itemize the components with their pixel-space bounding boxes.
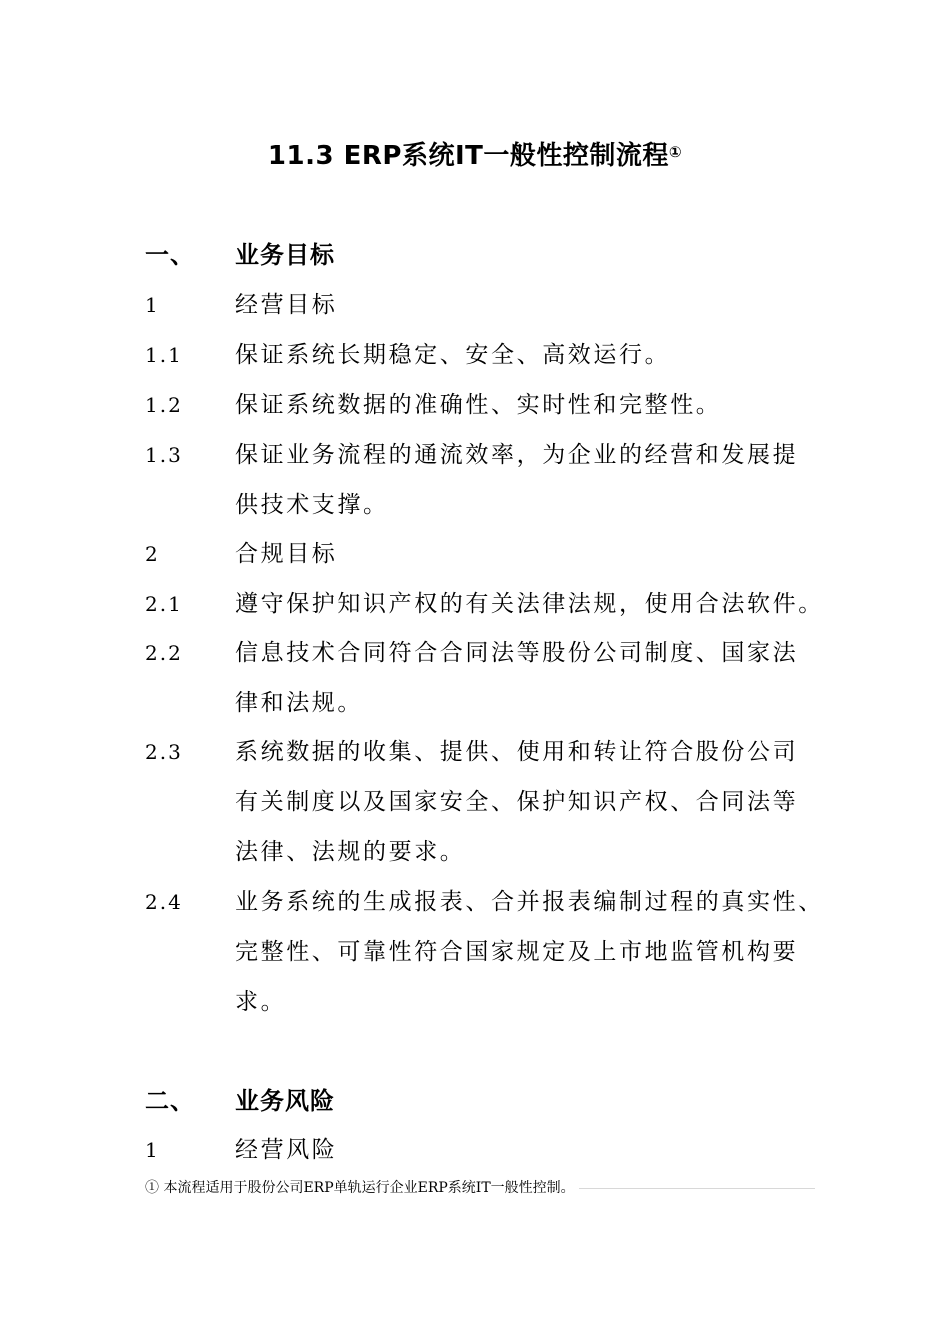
item-number: 1 xyxy=(145,1138,160,1162)
section-heading-business-risks xyxy=(145,1076,825,1126)
section-number: 二、 xyxy=(145,1087,195,1115)
section-heading-business-objectives xyxy=(145,230,825,280)
page-title-text: 11.3 ERP系统IT一般性控制流程 xyxy=(267,141,669,171)
item-text: 经营风险 xyxy=(235,1137,338,1163)
section-heading-text: 业务目标 xyxy=(235,241,335,269)
item-number: 2.2 xyxy=(145,641,183,665)
item-text: 信息技术合同符合合同法等股份公司制度、国家法 律和法规。 xyxy=(235,640,799,716)
item-text: 合规目标 xyxy=(235,541,338,567)
footnote: ① 本流程适用于股份公司ERP单轨运行企业ERP系统IT一般性控制。 xyxy=(145,1178,579,1198)
item-text: 业务系统的生成报表、合并报表编制过程的真实性、 完整性、可靠性符合国家规定及上市地监管机构要 求。 xyxy=(235,889,824,1015)
list-item xyxy=(145,529,825,579)
item-number: 1 xyxy=(145,293,160,317)
item-text: 系统数据的收集、提供、使用和转让符合股份公司 有关制度以及国家安全、保护知识产权、合同法等 法律、法规的要求。 xyxy=(235,739,799,865)
list-item xyxy=(145,380,825,430)
item-text: 保证系统长期稳定、安全、高效运行。 xyxy=(235,342,671,368)
item-number: 2.3 xyxy=(145,740,183,764)
footnote-marker: ① xyxy=(668,143,683,161)
list-item xyxy=(145,579,825,629)
section-number: 一、 xyxy=(145,241,195,269)
page-title xyxy=(0,138,950,174)
item-text: 保证业务流程的通流效率，为企业的经营和发展提 供技术支撑。 xyxy=(235,442,799,518)
item-number: 2 xyxy=(145,542,160,566)
item-text: 遵守保护知识产权的有关法律法规，使用合法软件。 xyxy=(235,591,824,617)
item-number: 1.3 xyxy=(145,443,183,467)
list-item xyxy=(145,877,825,1027)
list-item xyxy=(145,727,825,877)
item-text: 经营目标 xyxy=(235,292,338,318)
section-heading-text: 业务风险 xyxy=(235,1087,335,1115)
list-item xyxy=(145,628,825,728)
item-number: 1.2 xyxy=(145,393,183,417)
list-item xyxy=(145,1125,825,1175)
list-item xyxy=(145,430,825,530)
item-number: 2.1 xyxy=(145,592,183,616)
item-number: 2.4 xyxy=(145,890,183,914)
item-number: 1.1 xyxy=(145,343,183,367)
list-item xyxy=(145,330,825,380)
item-text: 保证系统数据的准确性、实时性和完整性。 xyxy=(235,392,722,418)
list-item xyxy=(145,280,825,330)
